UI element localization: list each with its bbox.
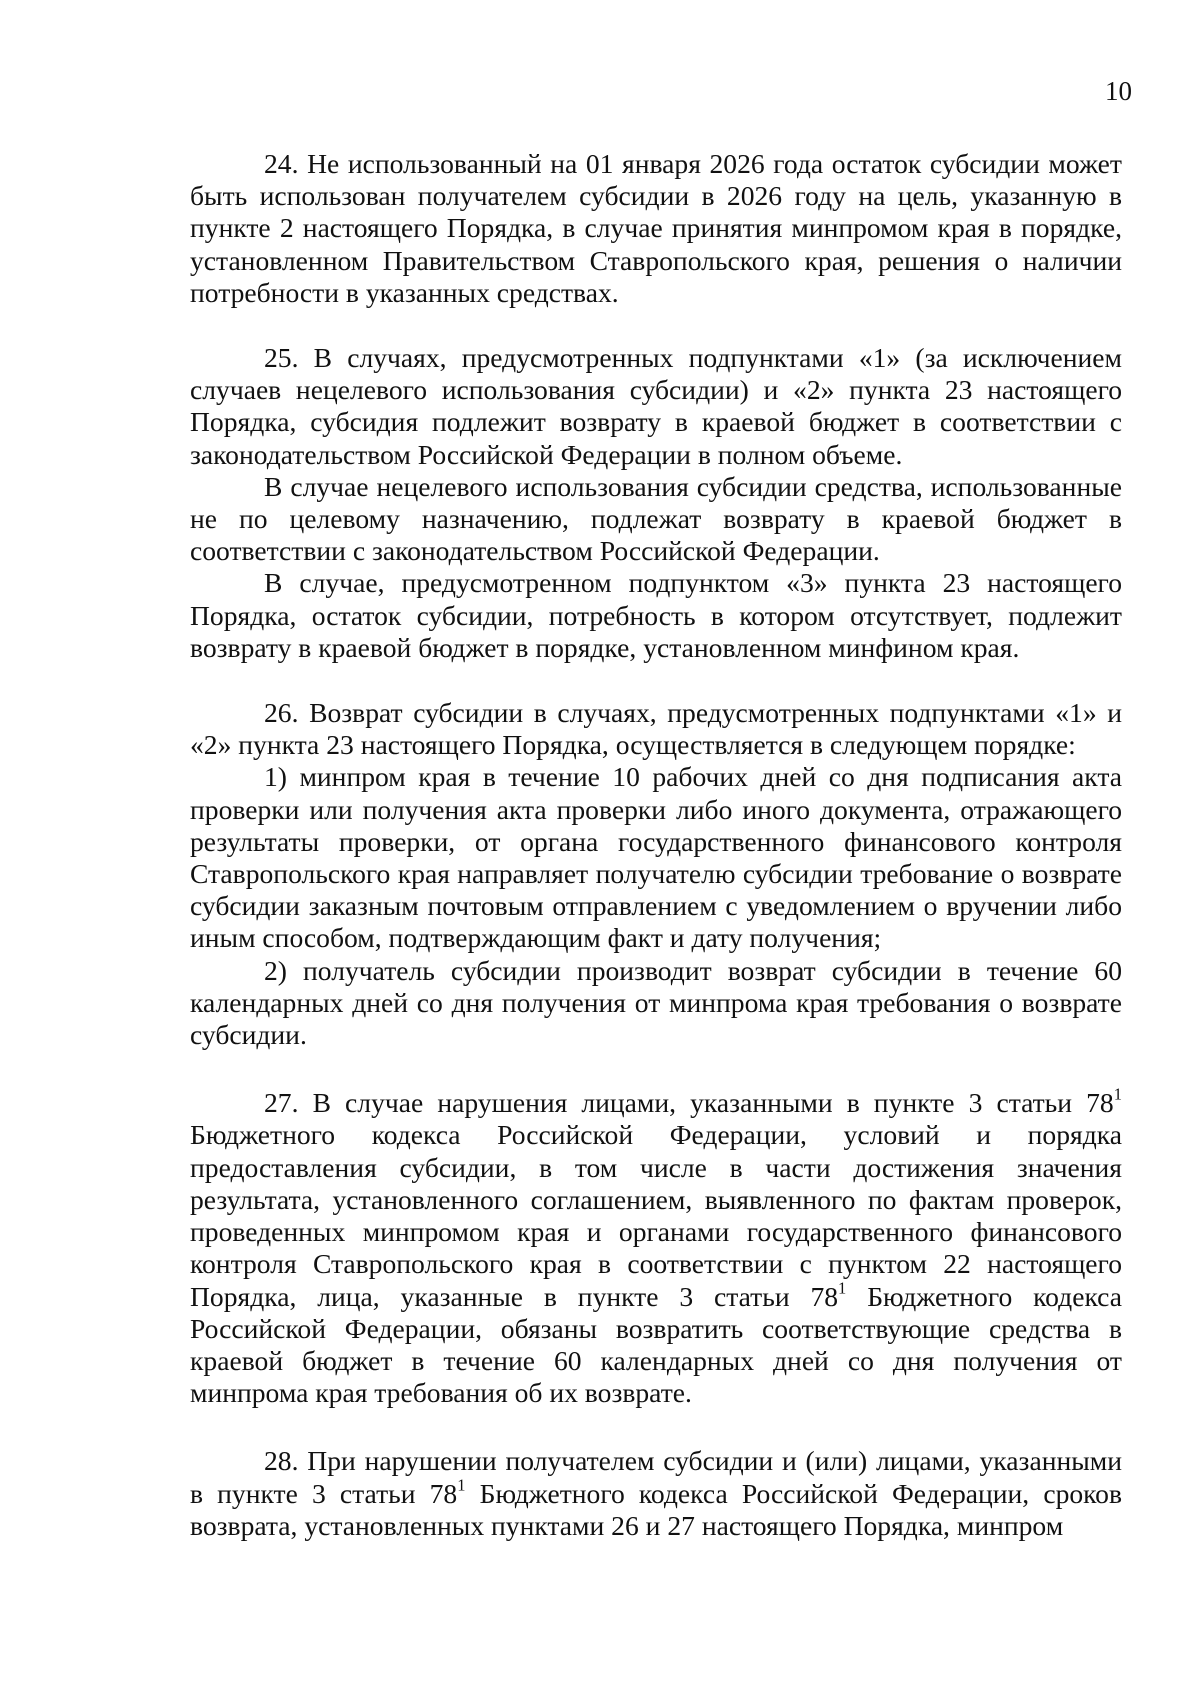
paragraph-25-remainder: В случае, предусмотренном подпунктом «3» пункта 23 настоящего Порядка, остаток субсидии, потребность в котором отсутствует, подлежит возврату в краевой бюджет в порядке, установленном минфином края. [190, 567, 1122, 663]
paragraph-28 [190, 1445, 1122, 1542]
paragraph-27-text-3: Бюджетного кодекса Российской Федерации, обязаны возвратить соответствующие средства в краевой бюджет в течение 60 календарных дней со дня получения от минпрома края требования об их возврате. [190, 1280, 1122, 1409]
superscript-one: 1 [838, 1278, 847, 1298]
paragraph-28-text-2: Бюджетного кодекса Российской Федерации, сроков возврата, установленных пунктами 26 и 27 настоящего Порядка, минпром [190, 1477, 1123, 1541]
paragraph-28-text-1: 28. При нарушении получателем субсидии и (или) лицами, указанными в пункте 3 статьи 78 [190, 1445, 1122, 1509]
paragraph-24: 24. Не использованный на 01 января 2026 года остаток субсидии может быть использован получателем субсидии в 2026 году на цель, указанную в пункте 2 настоящего Порядка, в случае принятия минпромом края в порядке, установленном Правительством Ставропольского края, решения о наличии потребности в указанных средствах. [190, 148, 1122, 308]
paragraph-27-text-2: Бюджетного кодекса Российской Федерации, условий и порядка предоставления субсидии, в том числе в части достижения значения результата, установленного соглашением, выявленного по фактам проверок, проведенных минпромом края и органами государственного финансового контроля Ставропольского края в соответствии с пунктом 22 настоящего Порядка, лица, указанные в пункте 3 статьи 78 [190, 1119, 1122, 1312]
paragraph-25: 25. В случаях, предусмотренных подпунктами «1» (за исключением случаев нецелевого использования субсидии) и «2» пункта 23 настоящего Порядка, субсидия подлежит возврату в краевой бюджет в соответствии с законодательством Российской Федерации в полном объеме. [190, 342, 1122, 470]
paragraph-26: 26. Возврат субсидии в случаях, предусмотренных подпунктами «1» и «2» пункта 23 настоящего Порядка, осуществляется в следующем порядке: [190, 697, 1122, 761]
document-body [190, 148, 1122, 1542]
paragraph-25-misuse: В случае нецелевого использования субсидии средства, использованные не по целевому назначению, подлежат возврату в краевой бюджет в соответствии с законодательством Российской Федерации. [190, 470, 1122, 567]
paragraph-27 [190, 1084, 1122, 1409]
paragraph-26-item-1: 1) минпром края в течение 10 рабочих дней со дня подписания акта проверки или получения акта проверки либо иного документа, отражающего результаты проверки, от органа государственного финансового контроля Ставропольского края направляет получателю субсидии требование о возврате субсидии заказным почтовым отправлением с уведомлением о вручении либо иным способом, подтверждающим факт и дату получения; [190, 761, 1122, 954]
paragraph-27-text-1: 27. В случае нарушения лицами, указанными в пункте 3 статьи 78 [264, 1087, 1114, 1119]
superscript-one: 1 [457, 1475, 466, 1495]
superscript-one: 1 [1113, 1084, 1122, 1104]
paragraph-26-item-2: 2) получатель субсидии производит возврат субсидии в течение 60 календарных дней со дня получения от минпрома края требования о возврате субсидии. [190, 954, 1122, 1051]
page-number: 10 [1105, 76, 1132, 106]
